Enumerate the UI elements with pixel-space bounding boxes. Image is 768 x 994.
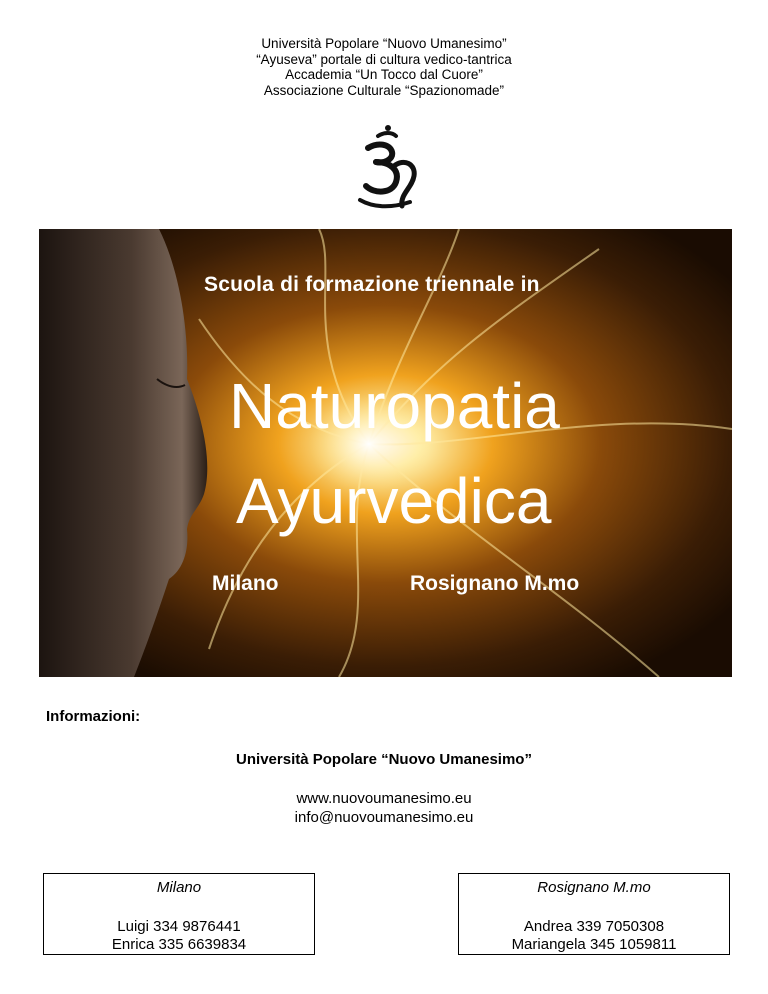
info-label: Informazioni: xyxy=(46,708,141,725)
banner xyxy=(39,229,732,677)
email-link[interactable]: info@nuovoumanesimo.eu xyxy=(294,808,474,826)
banner-title-line-2: Ayurvedica xyxy=(236,465,552,537)
header-line-1: Università Popolare “Nuovo Umanesimo” xyxy=(261,36,507,51)
banner-city-milano: Milano xyxy=(212,572,279,595)
om-symbol-icon xyxy=(338,120,434,216)
website-link[interactable]: www.nuovoumanesimo.eu xyxy=(296,790,472,807)
banner-city-rosignano: Rosignano M.mo xyxy=(410,572,580,595)
contact-line: Luigi 334 9876441 xyxy=(117,918,241,935)
header-line-4: Associazione Culturale “Spazionomade” xyxy=(263,82,505,98)
contact-web xyxy=(0,790,768,827)
contact-box-rosignano xyxy=(458,873,730,955)
org-name: Università Popolare “Nuovo Umanesimo” xyxy=(236,751,532,768)
contact-line: Enrica 335 6639834 xyxy=(111,936,247,953)
contact-box-lines xyxy=(44,918,314,954)
contact-box-city: Rosignano M.mo xyxy=(537,879,651,896)
banner-subtitle: Scuola di formazione triennale in xyxy=(204,273,540,296)
header-line-2: “Ayuseva” portale di cultura vedico-tantrica xyxy=(256,51,512,67)
contact-line: Mariangela 345 1059811 xyxy=(511,936,677,953)
contact-box-lines xyxy=(459,918,729,954)
banner-title-line-1: Naturopatia xyxy=(229,370,560,442)
header xyxy=(0,36,768,98)
contact-box-city: Milano xyxy=(156,879,202,896)
contact-line: Andrea 339 7050308 xyxy=(523,918,665,935)
header-line-3: Accademia “Un Tocco dal Cuore” xyxy=(285,67,483,82)
contact-box-milano xyxy=(43,873,315,955)
